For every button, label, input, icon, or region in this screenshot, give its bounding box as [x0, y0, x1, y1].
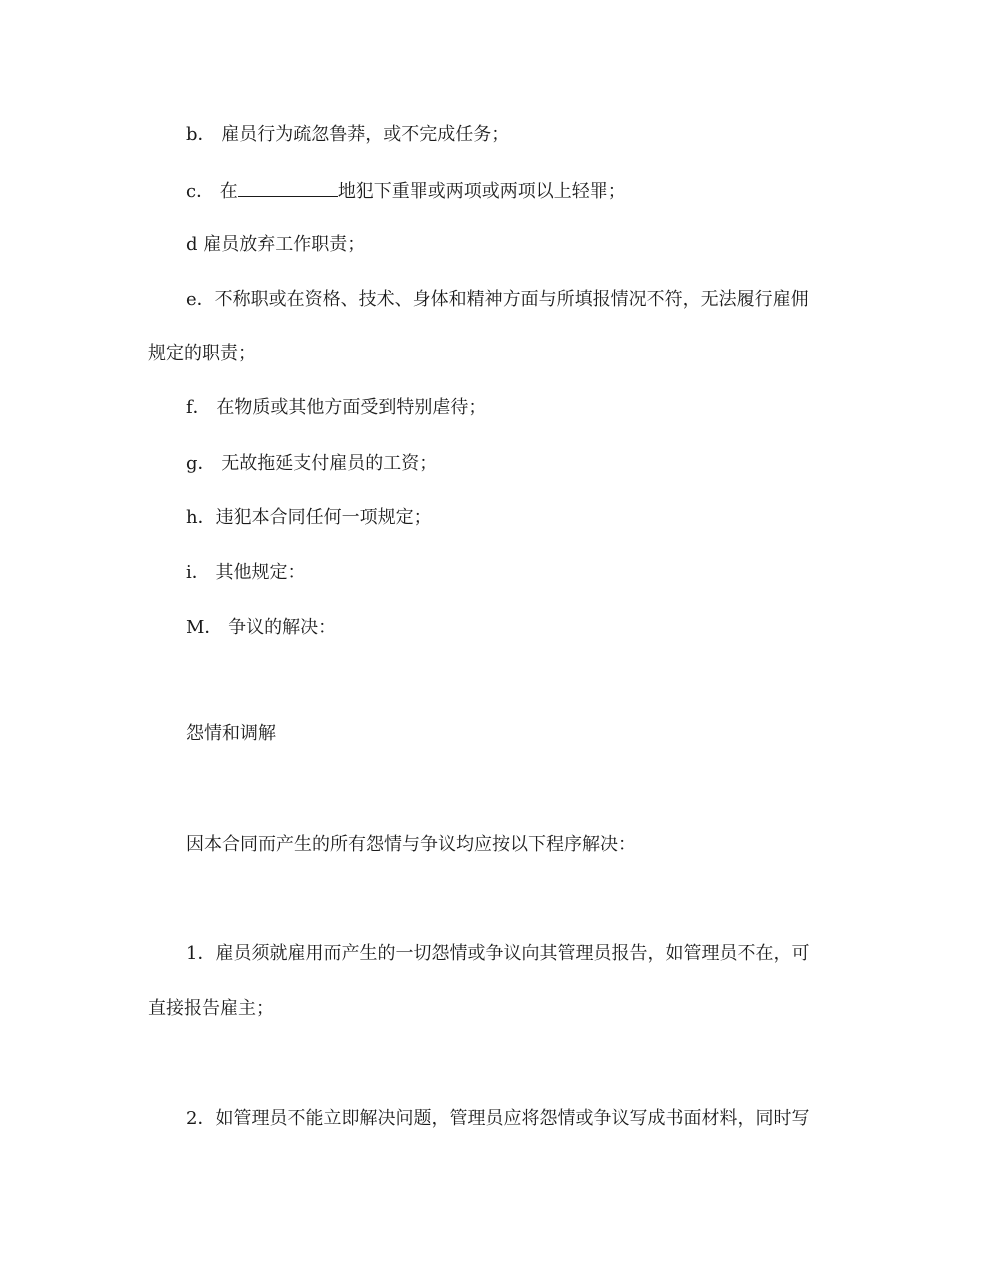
- clause-c: [186, 178, 848, 204]
- clause-g: g． 无故拖延支付雇员的工资；: [186, 453, 438, 474]
- clause-c-prefix: c． 在: [186, 181, 238, 202]
- clause-f: f． 在物质或其他方面受到特别虐待；: [186, 397, 487, 418]
- section-heading: 怨情和调解: [186, 723, 276, 744]
- clause-h: h．违犯本合同任何一项规定；: [186, 507, 432, 528]
- clause-c-suffix: 地犯下重罪或两项或两项以上轻罪；: [337, 181, 626, 202]
- fill-in-blank: [238, 178, 338, 197]
- clause-e-line2: 规定的职责；: [148, 343, 256, 364]
- section-m-title: M． 争议的解决：: [186, 617, 337, 638]
- section-intro: 因本合同而产生的所有怨情与争议均应按以下程序解决：: [186, 834, 636, 855]
- paragraph-1-line1: 1．雇员须就雇用而产生的一切怨情或争议向其管理员报告，如管理员不在，可: [186, 943, 810, 964]
- paragraph-1-line2: 直接报告雇主；: [148, 998, 274, 1019]
- clause-b: b． 雇员行为疏忽鲁莽，或不完成任务；: [186, 124, 510, 145]
- clause-e-line1: e．不称职或在资格、技术、身体和精神方面与所填报情况不符，无法履行雇佣: [186, 289, 809, 310]
- paragraph-2-line1: 2．如管理员不能立即解决问题，管理员应将怨情或争议写成书面材料，同时写: [186, 1108, 810, 1129]
- clause-d: d 雇员放弃工作职责；: [186, 234, 366, 255]
- clause-i: i． 其他规定：: [186, 562, 306, 583]
